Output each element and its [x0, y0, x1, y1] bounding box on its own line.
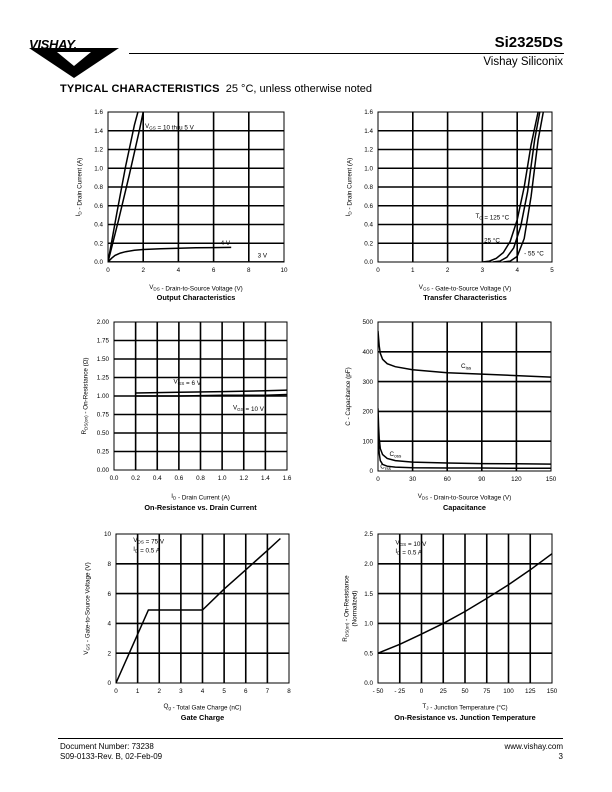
annotation-label: $C_{oss}$: [389, 451, 402, 459]
y-tick-label: 1.4: [94, 127, 103, 135]
revision-info: S09-0133-Rev. B, 02-Feb-09: [60, 752, 163, 761]
x-tick-label: 1.2: [239, 475, 249, 482]
x-tick-label: 1.6: [282, 475, 292, 482]
y-tick-label: 4: [107, 620, 111, 628]
on-resistance-vs-drain-current-chart: [46, 318, 296, 530]
x-tick-label: 6: [211, 267, 216, 274]
x-tick-label: - 50: [372, 688, 384, 695]
x-tick-label: 0.4: [152, 475, 162, 482]
series-line-curve-0: [116, 539, 280, 684]
x-tick-label: 0.2: [131, 475, 141, 482]
x-tick-label: 125: [524, 688, 536, 695]
website-link[interactable]: www.vishay.com: [504, 742, 563, 751]
y-axis-label: $R_{DS(on)}$ - On-Resistance (Ω): [81, 357, 90, 435]
part-number: Si2325DS: [494, 34, 563, 51]
y-tick-label: 0.50: [96, 430, 109, 438]
y-tick-label: 2: [107, 650, 111, 658]
x-tick-label: 6: [243, 688, 248, 695]
x-tick-label: 5: [222, 688, 226, 695]
annotation-label: $C_{rss}$: [380, 463, 391, 472]
x-tick-label: 4: [200, 688, 205, 695]
y-tick-label: 0.5: [364, 650, 373, 658]
y-tick-label: 1.0: [364, 620, 373, 628]
annotation-label: $T_C = 125$ °C: [475, 212, 510, 222]
x-tick-label: 30: [409, 476, 417, 483]
x-tick-label: 90: [478, 476, 486, 483]
y-tick-label: 6: [107, 590, 111, 598]
x-tick-label: 25: [439, 688, 447, 695]
y-tick-label: 1.2: [364, 146, 373, 154]
y-tick-label: 0.2: [94, 240, 103, 248]
series-line-v-gs-10-v: [136, 395, 287, 397]
x-tick-label: 150: [545, 476, 557, 483]
y-tick-label: 100: [362, 438, 373, 446]
company-name: Vishay Siliconix: [483, 56, 563, 68]
x-tick-label: 0: [114, 688, 118, 695]
x-tick-label: - 25: [394, 688, 406, 695]
series-line-c-oss: [378, 408, 551, 464]
y-axis-label: $I_D$ - Drain Current (A): [75, 157, 84, 217]
y-tick-label: 1.75: [96, 337, 109, 345]
x-tick-label: 50: [461, 688, 469, 695]
x-tick-label: 4: [515, 267, 519, 274]
y-tick-label: 8: [107, 561, 111, 568]
y-tick-label: 0.6: [94, 202, 103, 210]
document-number: Document Number: 73238: [60, 742, 154, 751]
chart-title: Transfer Characteristics: [423, 293, 507, 302]
x-axis-label: $V_{DS}$ - Drain-to-Source Voltage (V): [417, 493, 512, 502]
y-tick-label: 300: [362, 378, 373, 386]
output-characteristics-chart: [46, 110, 296, 325]
header-rule: [129, 53, 564, 54]
x-tick-label: 1.0: [217, 475, 227, 482]
x-tick-label: 2: [141, 267, 145, 274]
x-tick-label: 4: [176, 267, 181, 274]
x-tick-label: 7: [265, 688, 270, 695]
series-line-4-v: [108, 247, 231, 262]
y-tick-label: 400: [362, 349, 373, 356]
y-tick-label: 0.0: [94, 259, 103, 267]
annotation-label: $V_{GS} = 10$ V: [232, 404, 264, 413]
gate-charge-chart: [46, 530, 296, 740]
capacitance-chart: [326, 318, 566, 530]
y-axis-label: $V_{GS}$ - Gate-to-Source Voltage (V): [83, 562, 92, 655]
y-tick-label: 2.00: [96, 319, 109, 327]
x-tick-label: 0.0: [109, 475, 119, 482]
page-number: 3: [558, 752, 563, 761]
y-tick-label: 0.4: [94, 221, 103, 229]
annotation-label: $V_{DS} = 75$ V: [133, 537, 165, 546]
y-tick-label: 1.50: [96, 356, 109, 364]
chart-title: Gate Charge: [180, 713, 225, 722]
x-axis-label: $Q_g$ - Total Gate Charge (nC): [163, 703, 242, 712]
y-tick-label: 200: [362, 408, 373, 416]
x-tick-label: 8: [247, 267, 251, 274]
x-axis-label: $V_{DS}$ - Drain-to-Source Voltage (V): [149, 284, 243, 293]
section-condition: 25 °C, unless otherwise noted: [225, 83, 373, 95]
y-tick-label: 0.8: [364, 184, 373, 192]
x-tick-label: 8: [287, 688, 291, 695]
annotation-label: $V_{GS} = 6$ V: [173, 378, 201, 387]
y-tick-label: 0.0: [364, 680, 373, 688]
plot-frame: [378, 322, 551, 471]
x-tick-label: 0.6: [174, 475, 184, 482]
x-tick-label: 0: [106, 267, 110, 274]
x-tick-label: 5: [550, 267, 554, 274]
y-tick-label: 1.25: [96, 374, 109, 382]
y-tick-label: 500: [362, 319, 373, 327]
y-tick-label: 1.00: [96, 393, 109, 401]
x-tick-label: 60: [443, 476, 451, 483]
y-axis-label: $I_D$ - Drain Current (A): [345, 157, 354, 217]
chart-title: Output Characteristics: [156, 293, 236, 302]
y-tick-label: 0: [369, 468, 373, 476]
x-tick-label: 10: [280, 267, 288, 274]
y-tick-label: 1.5: [364, 590, 373, 598]
section-heading: [60, 83, 372, 95]
annotation-label: $I_D = 0.5$ A: [395, 548, 423, 557]
on-resistance-vs-junction-temperature-chart: [326, 530, 566, 740]
y-axis-label: $R_{DS(on)}$ - On-Resistance(Normalized): [342, 575, 359, 642]
y-tick-label: 2.0: [364, 561, 373, 568]
x-tick-label: 0: [419, 688, 424, 695]
annotation-label: $V_{GS} = 10$ V: [395, 539, 427, 549]
logo-text: VISHAY.: [29, 37, 77, 52]
y-tick-label: 1.6: [94, 109, 103, 117]
annotation-label: - 55 °C: [524, 250, 544, 258]
annotation-label: 4 V: [220, 240, 231, 248]
y-tick-label: 0.25: [96, 448, 109, 456]
y-tick-label: 1.0: [94, 165, 103, 173]
annotation-label: $I_D = 0.5$ A: [133, 546, 160, 555]
x-tick-label: 120: [511, 476, 522, 483]
x-tick-label: 1.4: [260, 475, 270, 482]
y-tick-label: 2.5: [364, 531, 373, 539]
chart-title: On-Resistance vs. Junction Temperature: [394, 713, 536, 722]
x-tick-label: 150: [546, 688, 558, 695]
chart-title: Capacitance: [443, 503, 486, 512]
transfer-characteristics-chart: [326, 110, 566, 325]
annotation-label: 3 V: [257, 252, 268, 260]
x-tick-label: 0: [376, 476, 380, 483]
section-title: TYPICAL CHARACTERISTICS: [60, 83, 220, 95]
footer-rule: [58, 738, 563, 739]
x-tick-label: 1: [135, 688, 140, 695]
y-tick-label: 0.6: [364, 202, 373, 210]
x-tick-label: 3: [480, 267, 485, 274]
x-tick-label: 2: [445, 267, 450, 274]
x-tick-label: 100: [503, 688, 514, 695]
y-tick-label: 0.4: [364, 221, 373, 229]
annotation-label: $C_{iss}$: [461, 363, 472, 371]
y-tick-label: 1.4: [364, 127, 373, 135]
x-tick-label: 0: [376, 267, 380, 274]
y-tick-label: 1.0: [364, 165, 373, 173]
chart-title: On-Resistance vs. Drain Current: [144, 503, 257, 512]
annotation-label: $V_{GS} = 10$ thru 5 V: [144, 122, 194, 132]
y-tick-label: 0.8: [94, 184, 103, 192]
y-tick-label: 1.6: [364, 109, 373, 117]
y-tick-label: 0.00: [96, 467, 109, 475]
x-tick-label: 0.8: [196, 475, 205, 482]
x-tick-label: 2: [157, 688, 162, 695]
y-tick-label: 0.2: [364, 240, 373, 248]
x-tick-label: 1: [411, 267, 415, 274]
x-tick-label: 75: [483, 688, 491, 695]
y-tick-label: 0.75: [96, 411, 109, 419]
x-tick-label: 3: [179, 688, 183, 695]
x-axis-label: $I_D$ - Drain Current (A): [171, 493, 230, 502]
series-line-v-gs-6-v: [136, 390, 287, 393]
x-axis-label: $T_J$ - Junction Temperature (°C): [422, 703, 508, 712]
annotation-label: 25 °C: [484, 237, 500, 245]
y-tick-label: 1.2: [94, 146, 103, 154]
y-axis-label: C - Capacitance (pF): [345, 367, 352, 426]
y-tick-label: 0: [107, 680, 111, 688]
y-tick-label: 0.0: [364, 259, 373, 267]
x-axis-label: $V_{GS}$ - Gate-to-Source Voltage (V): [418, 284, 512, 293]
y-tick-label: 10: [103, 531, 111, 539]
